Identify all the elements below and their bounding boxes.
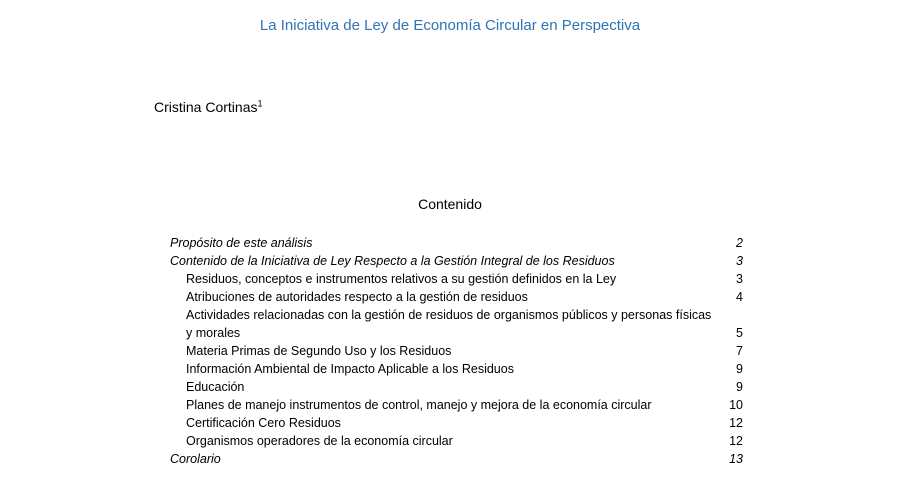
toc-entry-text: Atribuciones de autoridades respecto a la gestión de residuos [186,290,528,304]
toc-entry-page: 7 [736,344,743,358]
document-title: La Iniciativa de Ley de Economía Circular en Perspectiva [259,17,641,34]
toc-entry-materia-primas[interactable] [170,342,743,360]
toc-entry-text: Actividades relacionadas con la gestión de residuos de organismos públicos y personas físicas y morales [186,308,712,340]
toc-entry-text: Corolario [170,452,221,466]
toc-entry-text: Información Ambiental de Impacto Aplicable a los Residuos [186,362,514,376]
toc-entry-text: Organismos operadores de la economía circular [186,434,453,448]
toc-entry-planes-manejo[interactable] [170,396,743,414]
toc-entry-page: 12 [729,434,743,448]
toc-entry-page: 5 [736,326,743,340]
toc-entry-page: 3 [736,254,743,268]
toc-entry-text: Contenido de la Iniciativa de Ley Respecto a la Gestión Integral de los Residuos [170,254,615,268]
toc-entry-text: Propósito de este análisis [170,236,313,250]
toc-entry-proposito[interactable] [170,234,743,252]
toc-entry-text: Educación [186,380,245,394]
toc-entry-contenido-iniciativa[interactable] [170,252,743,270]
author-footnote-marker[interactable]: 1 [257,98,263,109]
toc-entry-informacion-ambiental[interactable] [170,360,743,378]
toc-entry-educacion[interactable] [170,378,743,396]
toc-entry-organismos[interactable] [170,432,743,450]
toc-entry-atribuciones[interactable] [170,288,743,306]
toc-entry-residuos-conceptos[interactable] [170,270,743,288]
toc-entry-page: 10 [729,398,743,412]
toc-entry-page: 13 [729,452,743,466]
toc-entry-page: 3 [736,272,743,286]
toc-heading: Contenido [418,196,482,212]
toc-entry-actividades[interactable] [170,306,743,342]
table-of-contents [170,234,743,468]
toc-entry-text: Materia Primas de Segundo Uso y los Residuos [186,344,452,358]
toc-entry-text: Residuos, conceptos e instrumentos relativos a su gestión definidos en la Ley [186,272,617,286]
author-line [154,99,263,115]
author-name: Cristina Cortinas [154,99,258,115]
toc-entry-page: 2 [736,236,743,250]
toc-entry-page: 4 [736,290,743,304]
toc-entry-page: 12 [729,416,743,430]
toc-entry-certificacion[interactable] [170,414,743,432]
toc-entry-page: 9 [736,362,743,376]
toc-entry-text: Planes de manejo instrumentos de control, manejo y mejora de la economía circular [186,398,652,412]
toc-entry-page: 9 [736,380,743,394]
toc-entry-corolario[interactable] [170,450,743,468]
toc-entry-text: Certificación Cero Residuos [186,416,341,430]
